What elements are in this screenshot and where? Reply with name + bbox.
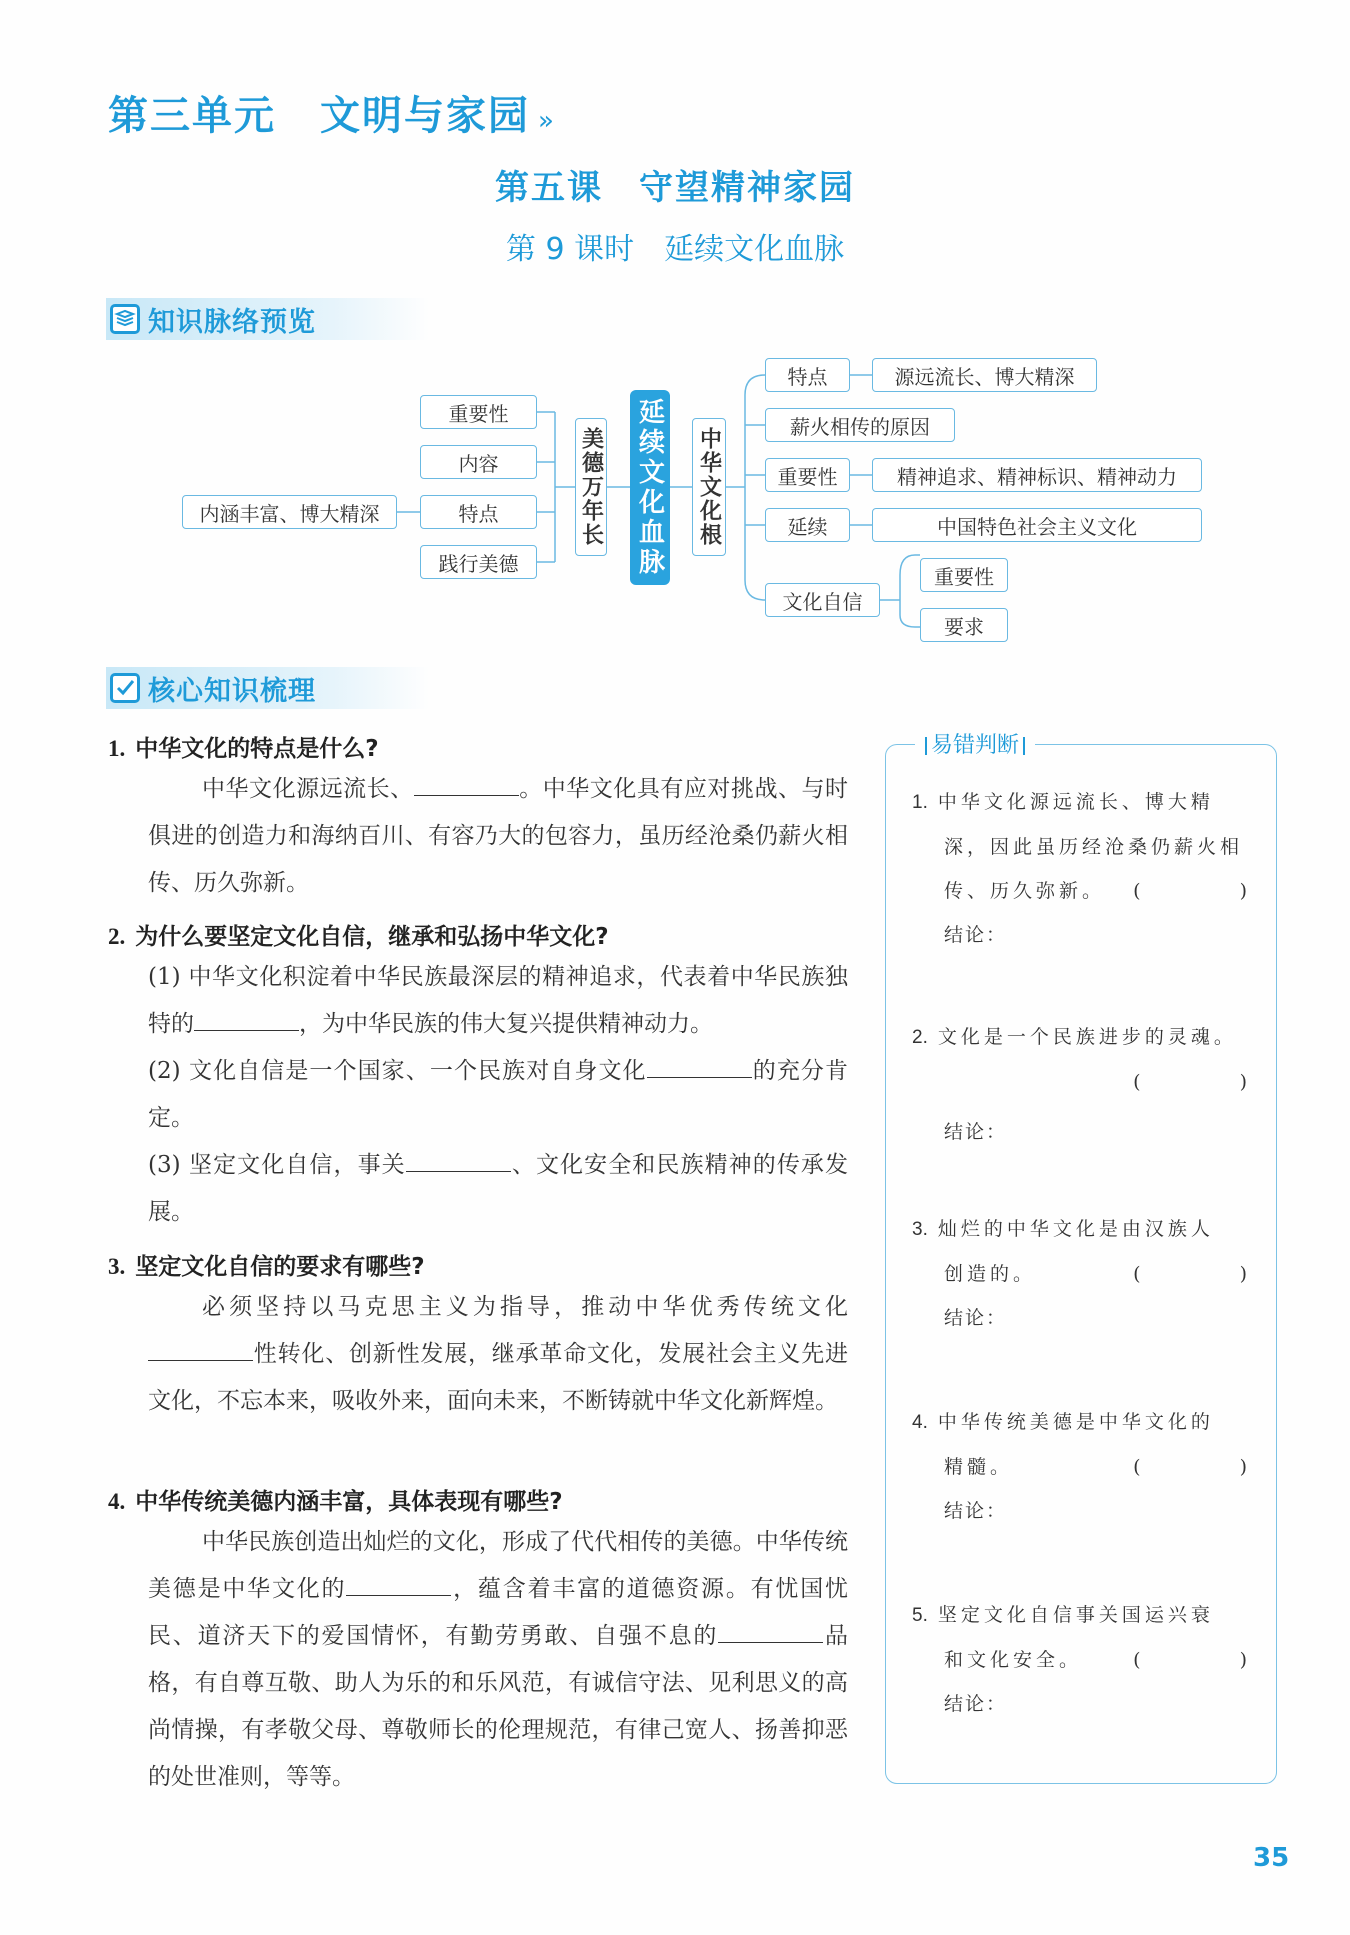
mindmap-node-confidence: 文化自信 xyxy=(765,583,880,617)
mindmap-node-feature: 特点 xyxy=(420,495,537,529)
mindmap-node-confidence-requirement: 要求 xyxy=(920,608,1008,642)
mindmap-detail-importance: 精神追求、精神标识、精神动力 xyxy=(872,458,1202,492)
period-title: 第 9 课时 延续文化血脉 xyxy=(505,232,845,267)
section-header-core xyxy=(106,667,430,709)
section-title: 核心知识梳理 xyxy=(148,675,316,707)
conclusion-label: 结论： xyxy=(944,1693,1008,1715)
lesson-title: 第五课 守望精神家园 xyxy=(495,168,855,208)
checkbox-icon xyxy=(110,673,140,703)
mindmap-node-importance-right: 重要性 xyxy=(765,458,850,492)
mindmap-branch-culture-root: 中华文化根 xyxy=(692,418,726,556)
mindmap-node-practice: 践行美德 xyxy=(420,545,537,579)
question-1-title: 1. 中华文化的特点是什么? xyxy=(108,736,379,762)
fill-blank[interactable] xyxy=(346,1575,451,1596)
unit-number: 第三单元 xyxy=(108,93,276,139)
judgment-item-3: 3. 灿烂的中华文化是由汉族人 创造的。 ( ) 结论： xyxy=(912,1207,1257,1340)
mindmap-branch-virtue: 美德万年长 xyxy=(575,418,607,556)
conclusion-label: 结论： xyxy=(944,1121,1008,1143)
mindmap-node-reason: 薪火相传的原因 xyxy=(765,408,955,442)
question-2-answer-2: (2) 文化自信是一个国家、一个民族对自身文化 的充分肯定。 xyxy=(148,1058,849,1131)
question-3-title: 3. 坚定文化自信的要求有哪些? xyxy=(108,1254,425,1280)
mindmap-node-continue: 延续 xyxy=(765,508,850,542)
unit-name: 文明与家园 xyxy=(320,93,530,139)
conclusion-label: 结论： xyxy=(944,1500,1008,1522)
judgment-item-2: 2. 文化是一个民族进步的灵魂。 ( ) 结论： xyxy=(912,1015,1257,1154)
page-number: 35 xyxy=(1253,1843,1290,1873)
section-title: 知识脉络预览 xyxy=(148,306,316,338)
judgment-item-4: 4. 中华传统美德是中华文化的 精髓。 ( ) 结论： xyxy=(912,1400,1257,1533)
question-2-answer-3: (3) 坚定文化自信，事关 、文化安全和民族精神的传承发展。 xyxy=(148,1152,849,1225)
question-4-answer: 中华民族创造出灿烂的文化，形成了代代相传的美德。中华传统美德是中华文化的 ，蕴含着丰富的道德资源。有忧国忧民、道济天下的爱国情怀，有勤劳勇敢、自强不息的 品格，有自尊互敬、助人为乐的和乐风范，有诚信守法、见利思义的高尚情操，有孝敬父母、尊敬师长的伦理规范，有律己宽人、扬善抑恶的处世准则，等等。 xyxy=(148,1529,849,1790)
mindmap-node-confidence-importance: 重要性 xyxy=(920,558,1008,592)
judgment-item-1: 1. 中华文化源远流长、博大精 深，因此虽历经沧桑仍薪火相 传、历久弥新。 ( ) 结论： xyxy=(912,780,1257,957)
question-2-answer-1: (1) 中华文化积淀着中华民族最深层的精神追求，代表着中华民族独特的 ，为中华民族的伟大复兴提供精神动力。 xyxy=(148,964,848,1037)
answer-parentheses[interactable]: ( ) xyxy=(1133,1649,1287,1671)
mindmap-leaf-feature: 内涵丰富、博大精深 xyxy=(182,495,397,529)
error-judgment-title: 易错判断 xyxy=(915,728,1035,759)
fill-blank[interactable] xyxy=(647,1057,752,1078)
mindmap-detail-feature: 源远流长、博大精深 xyxy=(872,358,1097,392)
double-chevron-icon: » xyxy=(538,106,556,136)
fill-blank[interactable] xyxy=(414,775,519,796)
answer-parentheses[interactable]: ( ) xyxy=(1133,1263,1287,1285)
answer-parentheses[interactable]: ( ) xyxy=(1133,880,1287,902)
mindmap-node-feature-right: 特点 xyxy=(765,358,850,392)
question-1-answer: 中华文化源远流长、 。中华文化具有应对挑战、与时俱进的创造力和海纳百川、有容乃大的包容力，虽历经沧桑仍薪火相传、历久弥新。 xyxy=(148,776,849,896)
fill-blank[interactable] xyxy=(406,1151,511,1172)
mindmap-connectors xyxy=(0,0,1350,650)
fill-blank[interactable] xyxy=(194,1010,299,1031)
fill-blank[interactable] xyxy=(718,1622,823,1643)
judgment-item-5: 5. 坚定文化自信事关国运兴衰 和文化安全。 ( ) 结论： xyxy=(912,1593,1257,1726)
fill-blank[interactable] xyxy=(148,1340,253,1361)
mindmap-center: 延续文化血脉 xyxy=(630,390,670,585)
answer-parentheses[interactable]: ( ) xyxy=(1133,1071,1287,1093)
question-3-answer: 必须坚持以马克思主义为指导，推动中华优秀传统文化性转化、创新性发展，继承革命文化，发展社会主义先进文化，不忘本来，吸收外来，面向未来，不断铸就中华文化新辉煌。 xyxy=(148,1294,848,1414)
conclusion-label: 结论： xyxy=(944,924,1008,946)
mindmap-node-content: 内容 xyxy=(420,445,537,479)
mindmap-detail-continue: 中国特色社会主义文化 xyxy=(872,508,1202,542)
question-2-title: 2. 为什么要坚定文化自信，继承和弘扬中华文化? xyxy=(108,924,609,950)
question-4-title: 4. 中华传统美德内涵丰富，具体表现有哪些? xyxy=(108,1489,563,1515)
answer-parentheses[interactable]: ( ) xyxy=(1133,1456,1287,1478)
conclusion-label: 结论： xyxy=(944,1307,1008,1329)
mindmap-node-importance: 重要性 xyxy=(420,395,537,429)
